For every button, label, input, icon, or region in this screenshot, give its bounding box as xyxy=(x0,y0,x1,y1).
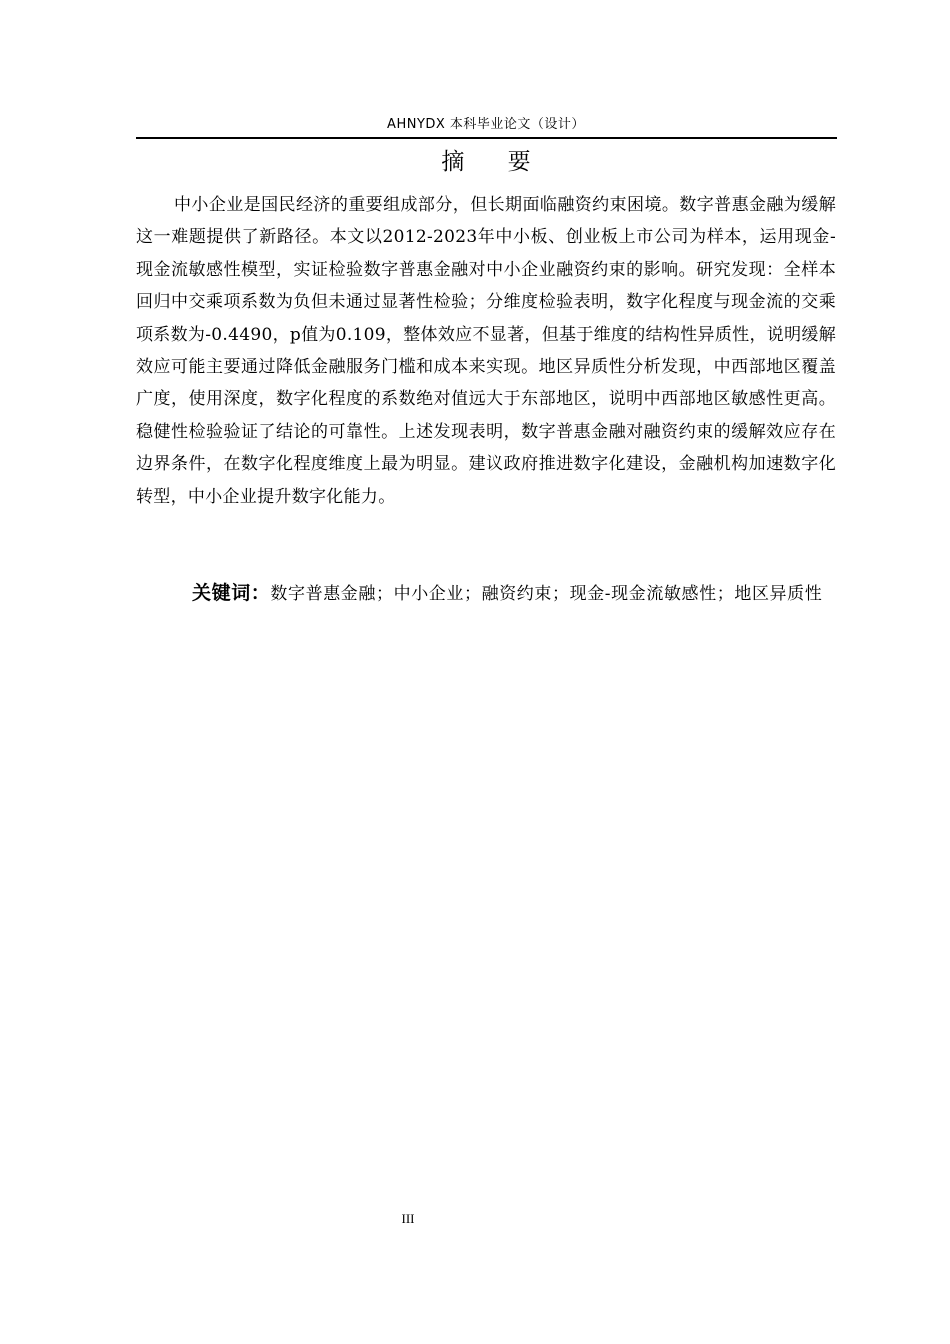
abstract-title: 摘 要 xyxy=(441,149,549,175)
running-header: AHNYDX 本科毕业论文（设计） xyxy=(387,117,585,132)
page-number: III xyxy=(401,1211,415,1226)
abstract-body: 中小企业是国民经济的重要组成部分，但长期面临融资约束困境。数字普惠金融为缓解这一难题提供了新路径。本文以2012-2023年中小板、创业板上市公司为样本，运用现金-现金流敏感性模型，实证检验数字普惠金融对中小企业融资约束的影响。研究发现：全样本回归中交乘项系数为负但未通过显著性检验；分维度检验表明，数字化程度与现金流的交乘项系数为-0.4490，p值为0.109，整体效应不显著，但基于维度的结构性异质性，说明缓解效应可能主要通过降低金融服务门槛和成本来实现。地区异质性分析发现，中西部地区覆盖广度，使用深度，数字化程度的系数绝对值远大于东部地区，说明中西部地区敏感性更高。稳健性检验验证了结论的可靠性。上述发现表明，数字普惠金融对融资约束的缓解效应存在边界条件，在数字化程度维度上最为明显。建议政府推进数字化建设，金融机构加速数字化转型，中小企业提升数字化能力。 xyxy=(136,195,836,507)
header-rule xyxy=(136,137,837,139)
keywords-text: 数字普惠金融；中小企业；融资约束；现金-现金流敏感性；地区异质性 xyxy=(270,584,823,604)
keywords-paragraph xyxy=(136,578,836,609)
keywords-label: 关键词： xyxy=(192,582,271,604)
